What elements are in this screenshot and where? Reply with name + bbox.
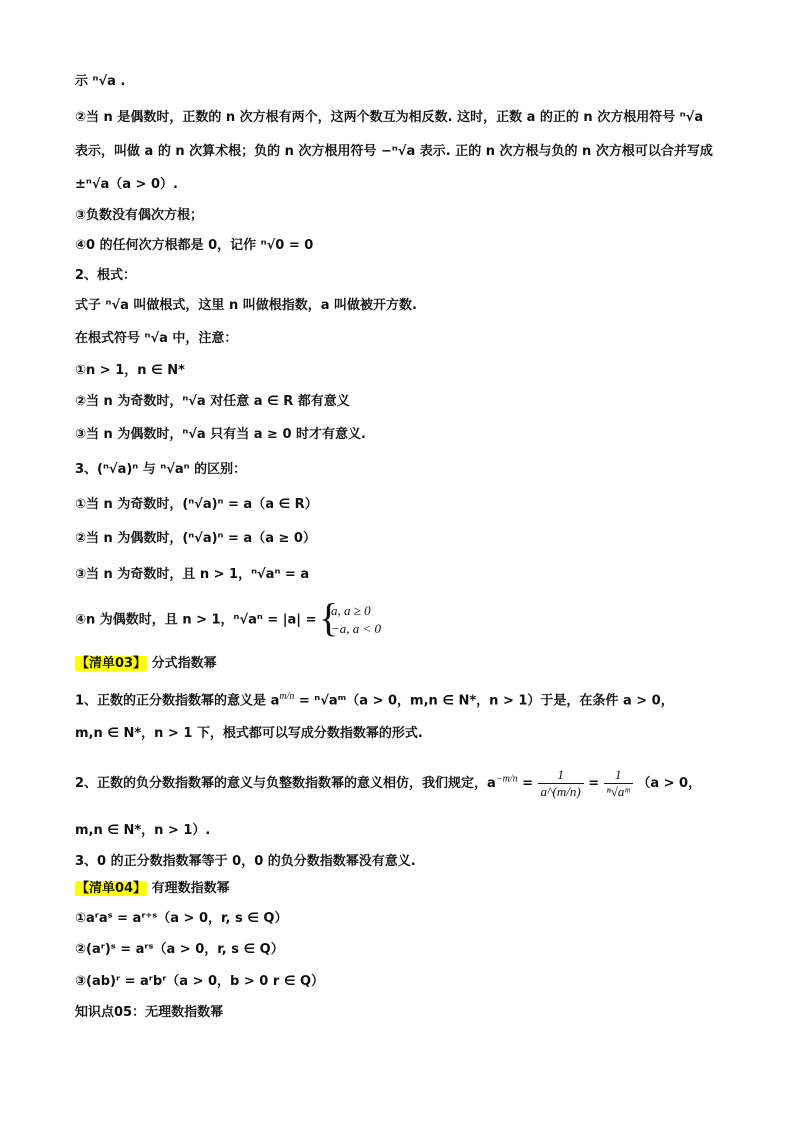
text-line-16: ③当 n 为奇数时，且 n > 1，ⁿ√aⁿ = a [75,567,310,582]
fraction-1-num: 1 [538,767,584,784]
text-line-18 [75,688,674,710]
section-tag-04: 【清单04】 [76,881,147,896]
equals-2: = [583,776,600,791]
text-line-10: ①n > 1，n ∈ N* [75,363,185,378]
text-line-1: 示 ⁿ√a . [75,74,126,89]
piecewise-cases [321,602,381,638]
fraction-2 [604,767,633,800]
def-negative-text: 2、正数的负分数指数幂的意义与负整数指数幂的意义相仿，我们规定，a [75,776,496,791]
text-line-22: 3、0 的正分数指数幂等于 0，0 的负分数指数幂没有意义. [75,854,416,869]
fraction-1-den: a^(m/n) [540,784,581,799]
fraction-1 [538,767,584,800]
text-line-9: 在根式符号 ⁿ√a 中，注意： [75,331,238,346]
text-line-23: ①aʳaˢ = aʳ⁺ˢ（a > 0，r, s ∈ Q） [75,911,288,926]
text-line-15: ②当 n 为偶数时，(ⁿ√a)ⁿ = a（a ≥ 0） [75,531,316,546]
text-line-5: ③负数没有偶次方根； [75,208,204,223]
def-positive-text: 1、正数的正分数指数幂的意义是 a [75,693,280,709]
text-line-17 [75,602,381,638]
text-line-14: ①当 n 为奇数时，(ⁿ√a)ⁿ = a（a ∈ R） [75,497,318,512]
section-title-04: 有理数指数幂 [151,881,230,896]
abs-formula: ④n 为偶数时，且 n > 1，ⁿ√aⁿ = |a| = [75,612,317,628]
text-line-8: 式子 ⁿ√a 叫做根式，这里 n 叫做根指数，a 叫做被开方数. [75,298,417,313]
section-04-header [75,880,230,898]
text-line-20 [75,767,701,800]
text-line-11: ②当 n 为奇数时，ⁿ√a 对任意 a ∈ R 都有意义 [75,394,350,409]
section-heading-05: 知识点05：无理数指数幂 [75,1005,224,1020]
text-line-12: ③当 n 为偶数时，ⁿ√a 只有当 a ≥ 0 时才有意义. [75,427,366,442]
section-03-header [75,655,217,673]
exponent-m-n: m/n [279,691,295,702]
equals-1: = [517,776,533,791]
section-heading-3: 3、(ⁿ√a)ⁿ 与 ⁿ√aⁿ 的区别： [75,462,247,477]
text-line-21: m,n ∈ N*，n > 1）. [75,823,211,838]
case-negative: −a, a < 0 [331,621,382,636]
case-positive: { a, a ≥ 0 [331,603,371,618]
text-line-24: ②(aʳ)ˢ = aʳˢ（a > 0，r, s ∈ Q） [75,942,284,957]
text-line-3: 表示，叫做 a 的 n 次算术根；负的 n 次方根用符号 −ⁿ√a 表示. 正的 n 次方根与负的 n 次方根可以合并写成 [75,144,713,159]
text-line-4: ±ⁿ√a（a > 0）. [75,177,178,192]
text-line-19: m,n ∈ N*，n > 1 下，根式都可以写成分数指数幂的形式. [75,726,423,741]
fraction-2-num: 1 [604,767,633,784]
condition-text: （a > 0， [637,776,702,791]
text-line-6: ④0 的任何次方根都是 0，记作 ⁿ√0 = 0 [75,238,314,253]
section-tag-03: 【清单03】 [76,656,147,671]
def-positive-rest: = ⁿ√aᵐ（a > 0，m,n ∈ N*，n > 1）于是，在条件 a > 0， [294,693,674,709]
text-line-25: ③(ab)ʳ = aʳbʳ（a > 0，b > 0 r ∈ Q） [75,974,325,989]
fraction-2-den: ⁿ√aᵐ [606,784,630,799]
exponent-neg-m-n: −m/n [495,773,518,785]
section-heading-2: 2、根式： [75,268,137,283]
text-line-2: ②当 n 是偶数时，正数的 n 次方根有两个，这两个数互为相反数. 这时，正数 a 的正的 n 次方根用符号 ⁿ√a [75,110,704,125]
section-title-03: 分式指数幂 [151,656,217,671]
